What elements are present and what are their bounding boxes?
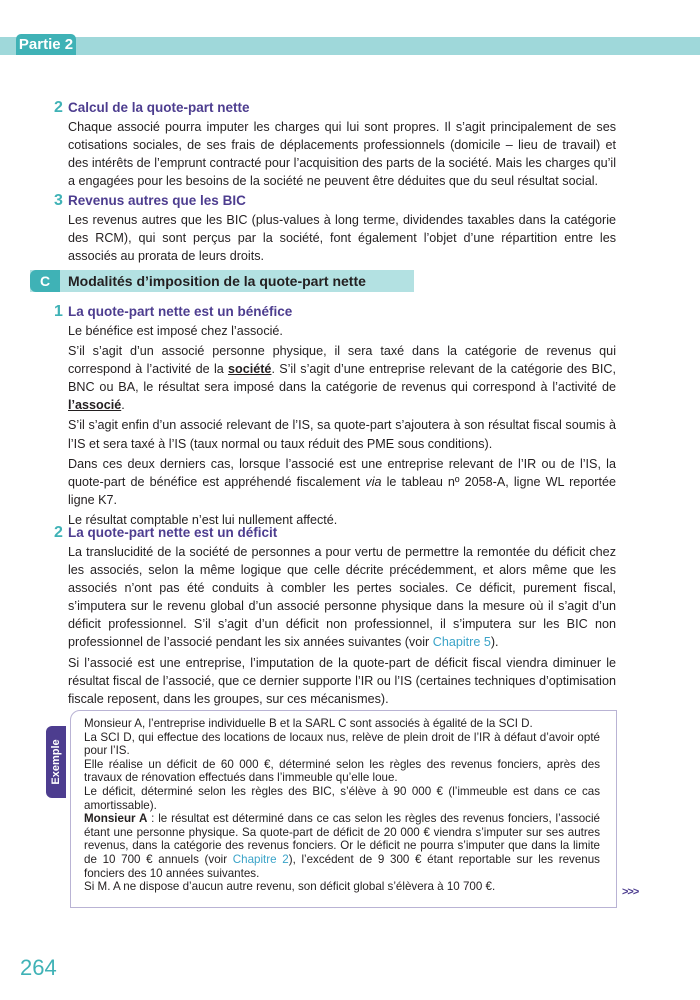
example-line: Elle réalise un déficit de 60 000 €, déterminé selon les règles des revenus fonciers, après des travaux de rénovation effectués dans l’immeuble qu’elle loue. (84, 757, 600, 785)
section-title: La quote-part nette est un bénéfice (68, 304, 293, 319)
section-2-calcul (54, 99, 616, 190)
section-c-title: Modalités d’imposition de la quote-part nette (68, 273, 366, 289)
example-line: Monsieur A : le résultat est déterminé dans ce cas selon les règles des revenus fonciers, l’associé étant une personne physique. Sa quote-part de déficit de 20 000 € viendra s’imputer sur ses autres revenus, dans la catégorie des revenus fonciers. Or le déficit ne pourra s’imputer que dans la limite de 10 700 € annuels (voir Chapitre 2), l’excédent de 9 300 € étant reportable sur les revenus fonciers des 10 années suivantes. (84, 812, 601, 880)
continue-arrows: >>> (622, 886, 639, 898)
paragraph: Les revenus autres que les BIC (plus-values à long terme, dividendes taxables dans la catégorie des RCM), qui sont perçus par la société, font également l’objet d’une répartition entre les associés au prorata de leurs droits. (68, 213, 616, 264)
paragraph: La translucidité de la société de personnes a pour vertu de permettre la remontée du déficit chez les associés, selon la même logique que celle décrite précédemment, et alors même que les associés n’ont pas été conduits à combler les pertes sociales. Ce déficit, purement fiscal, s’imputera sur le revenu global d’un associé personne physique dans la mesure où il s’agit d’un déficit professionnel. S’il s’agit d’un déficit non professionnel, il s’imputera sur les BIC non professionnel de l’associé pendant les six années suivantes (voir Chapitre 5). (68, 545, 616, 650)
emphasis-societe: société (228, 362, 272, 377)
header-bar (0, 37, 700, 89)
section-title: La quote-part nette est un déficit (68, 525, 278, 540)
section-number: 1 (54, 303, 63, 320)
section-c-letter: C (30, 270, 60, 292)
example-tab-label: Exemple (50, 739, 62, 785)
section-c2-deficit (54, 524, 616, 708)
link-chapitre-2[interactable]: Chapitre 2 (232, 852, 289, 866)
link-chapitre-5[interactable]: Chapitre 5 (432, 635, 491, 650)
example-line: La SCI D, qui effectue des locations de locaux nus, relève de plein droit de l’IR à défaut d’avoir opté pour l’IS. (84, 730, 600, 758)
example-tab (46, 726, 66, 798)
paragraph: S’il s’agit d’un associé personne physique, il sera taxé dans la catégorie de revenus qui correspond à l’activité de la société. S’il s’agit d’une entreprise relevant de la catégorie des BIC, BNC ou BA, le résultat sera imposé dans la catégorie de revenus qui correspond à l’activité de l’associé. (68, 344, 616, 413)
section-3-revenus (54, 192, 616, 265)
section-number: 2 (54, 524, 63, 541)
paragraph: Chaque associé pourra imputer les charges qui lui sont propres. Il s’agit principalement de ses cotisations sociales, de ses frais de déplacements professionnels (domicile – lieu de travail) et des intérêts de l’emprunt contracté pour l’acquisition des parts de la société. Mais les charges qu’il a engagées pour les besoins de la société ne peuvent être déduites que du seul résultat social. (68, 120, 616, 189)
example-content (84, 717, 600, 894)
section-number: 3 (54, 192, 63, 209)
paragraph: Si l’associé est une entreprise, l’imputation de la quote-part de déficit fiscal viendra diminuer le résultat fiscal de l’associé, que ce dernier supporte l’IR ou l’IS (certaines techniques d’optimisation fiscale reposent, dans les groupes, sur ces mécanismes). (68, 655, 616, 706)
paragraph: Dans ces deux derniers cas, lorsque l’associé est une entreprise relevant de l’IR ou de l’IS, la quote-part de bénéfice est appréhendé fiscalement via le tableau nº 2058-A, ligne WL reportée ligne K7. (68, 456, 617, 507)
page-number: 264 (20, 955, 57, 980)
paragraph: S’il s’agit enfin d’un associé relevant de l’IS, sa quote-part s’ajoutera à son résultat fiscal soumis à l’IS et sera taxé à l’IS (taux normal ou taux réduit des PME sous conditions). (68, 418, 616, 451)
section-title: Calcul de la quote-part nette (68, 100, 250, 115)
paragraph: Le résultat comptable n’est lui nullement affecté. (68, 512, 338, 527)
emphasis-associe: l’associé (68, 398, 122, 413)
paragraph: Le bénéfice est imposé chez l’associé. (68, 324, 283, 338)
example-line: Monsieur A, l’entreprise individuelle B et la SARL C sont associés à égalité de la SCI D. (84, 717, 533, 730)
example-line: Le déficit, déterminé selon les règles des BIC, s’élève à 90 000 € (l’immeuble est dans ce cas amortissable). (84, 784, 600, 812)
part-title: Les bénéfices industriels et commerciaux (90, 77, 283, 89)
section-number: 2 (54, 99, 63, 116)
section-c1-benefice (54, 303, 616, 529)
part-label: Partie 2 (16, 34, 76, 55)
example-line: Si M. A ne dispose d’aucun autre revenu, son déficit global s’élèvera à 10 700 €. (84, 880, 496, 894)
section-c-band (30, 270, 414, 292)
section-title: Revenus autres que les BIC (68, 193, 246, 208)
